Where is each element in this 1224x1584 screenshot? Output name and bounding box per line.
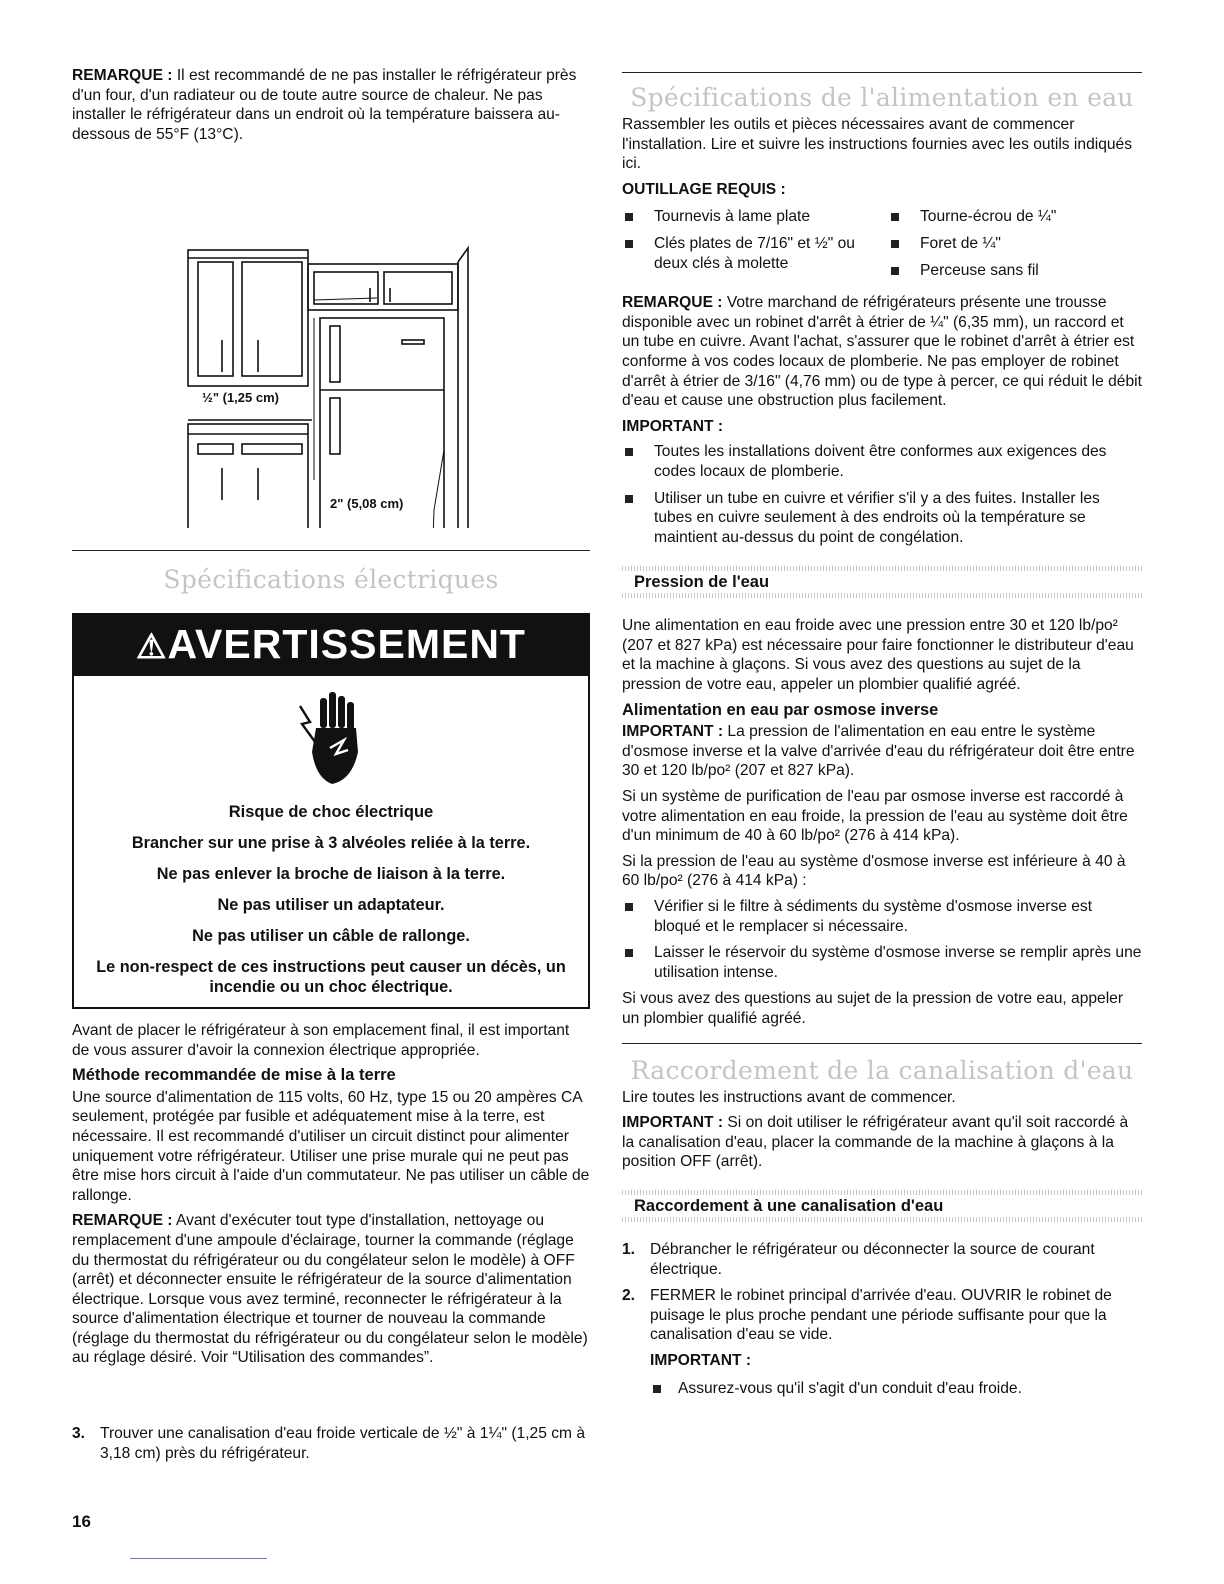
list-item: Tournevis à lame plate [622, 207, 876, 227]
subsection-pressure [622, 554, 1142, 608]
warning-header: ⚠AVERTISSEMENT [74, 615, 588, 676]
installation-figure [72, 150, 590, 528]
heading-connection-sub: Raccordement à une canalisation d'eau [634, 1196, 944, 1215]
warning-triangle-icon: ⚠ [136, 628, 168, 667]
section-rule [72, 550, 590, 551]
page-number: 16 [72, 1512, 91, 1531]
section-rule [622, 72, 1142, 73]
important-list [622, 442, 1142, 547]
paragraph-pressure: Une alimentation en eau froide avec une pression entre 30 et 120 lb/po² (207 et 827 kPa) est nécessaire pour faire fonctionner le distributeur d'eau et la machine à glaçons. Si vous avez des questions au sujet de la pression de votre eau, appeler un plombier qualifié agréé. [622, 617, 1134, 694]
list-item: Utiliser un tube en cuivre et vérifier s'il y a des fuites. Installer les tubes en cuivre seulement à des endroits où la température se maintient au-dessus du point de congélation. [622, 489, 1142, 548]
note-ro-important: IMPORTANT : La pression de l'alimentation en eau entre le système d'osmose inverse et la valve d'arrivée d'eau du réfrigérateur doit être entre 30 et 120 lb/po² (207 et 827 kPa). [622, 723, 1135, 780]
right-column [622, 66, 1142, 1405]
list-item: Vérifier si le filtre à sédiments du système d'osmose inverse est bloqué et le remplacer si nécessaire. [622, 897, 1142, 936]
list-item: 2. FERMER le robinet principal d'arrivée d'eau. OUVRIR le robinet de puisage le plus proche pendant une période suffisante pour que la canalisation d'eau se vide. IMPORTANT : Assurez-vous qu'il s'agit d'un conduit d'eau froide. [622, 1286, 1142, 1398]
left-column [72, 66, 590, 1470]
list-item: Assurez-vous qu'il s'agit d'un conduit d'eau froide. [650, 1379, 1142, 1399]
heading-step2-important: IMPORTANT : [650, 1351, 752, 1369]
paragraph-water-intro: Rassembler les outils et pièces nécessaires avant de commencer l'installation. Lire et suivre les instructions fournies avec les outils indiqués ici. [622, 116, 1133, 173]
list-item: 3. Trouver une canalisation d'eau froide verticale de ½" à 1¼" (1,25 cm à 3,18 cm) près du réfrigérateur. [72, 1425, 586, 1462]
refrigerator-cabinet-diagram [72, 150, 590, 528]
section-title-connection: Raccordement de la canalisation d'eau [630, 1055, 1134, 1085]
heading-grounding: Méthode recommandée de mise à la terre [72, 1066, 396, 1085]
footer-link-line [130, 1558, 267, 1559]
heading-tools: OUTILLAGE REQUIS : [622, 180, 786, 198]
note-safety: REMARQUE : Avant d'exécuter tout type d'installation, nettoyage ou remplacement d'une ampoule d'éclairage, tourner la commande (réglage du thermostat du réfrigérateur ou du congélateur selon le modèle) à OFF (arrêt) et déconnecter ensuite le réfrigérateur de la source d'alimentation électrique. Lorsque vous avez terminé, reconnecter le réfrigérateur à la source d'alimentation électrique et tourner de nouveau la commande (réglage du thermostat du réfrigérateur ou du congélateur selon le modèle) au réglage désiré. Voir “Utilisation des commandes”. [72, 1212, 588, 1367]
step-list-right [622, 1240, 1142, 1398]
heading-pressure: Pression de l'eau [634, 573, 770, 592]
list-item: Toutes les installations doivent être conformes aux exigences des codes locaux de plomberie. [622, 442, 1142, 481]
note-valve-kit: REMARQUE : Votre marchand de réfrigérateurs présente une trousse disponible avec un robinet d'arrêt à étrier de ¼" (6,35 mm), un raccord et un tube en cuivre. Avant l'achat, s'assurer que le robinet d'arrêt à étrier est conforme à vos codes locaux de plomberie. Ne pas employer de robinet d'arrêt à étrier de 3/16" (4,76 mm) ou de type à percer, ce qui réduit le débit d'eau et cause une obstruction plus facilement. [622, 294, 1142, 410]
heading-reverse-osmosis: Alimentation en eau par osmose inverse [622, 700, 939, 719]
paragraph-connection-intro: Lire toutes les instructions avant de commencer. [622, 1088, 956, 1106]
warning-box [72, 613, 590, 1009]
list-item: Perceuse sans fil [888, 261, 1142, 281]
list-item: Clés plates de 7/16" et ½" ou deux clés à molette [622, 234, 876, 273]
step-list-left [72, 1424, 590, 1463]
paragraph-ro-1: Si un système de purification de l'eau par osmose inverse est raccordé à votre alimentation en eau froide, la pression de l'eau au système doit être d'un minimum de 40 à 60 lb/po² (276 à 414 kPa). [622, 788, 1128, 845]
paragraph-grounding: Une source d'alimentation de 115 volts, 60 Hz, type 15 ou 20 ampères CA seulement, protégée par fusible et adéquatement mise à la terre, est nécessaire. Il est recommandé d'utiliser un circuit distinct pour alimenter uniquement votre réfrigérateur. Utiliser une prise murale qui ne peut pas être mise hors circuit à l'aide d'un commutateur. Ne pas utiliser un câble de rallonge. [72, 1088, 590, 1204]
section-rule [622, 1043, 1142, 1044]
paragraph-placement: Avant de placer le réfrigérateur à son emplacement final, il est important de vous assurer d'avoir la connexion électrique appropriée. [72, 1021, 570, 1059]
list-item: Foret de ¼" [888, 234, 1142, 254]
heading-important: IMPORTANT : [622, 417, 724, 435]
paragraph-ro-3: Si vous avez des questions au sujet de la pression de votre eau, appeler un plombier qualifié agréé. [622, 990, 1124, 1027]
electric-shock-hand-icon [74, 676, 588, 802]
clearance-label-bottom: 2" (5,08 cm) [330, 496, 404, 512]
list-item: Laisser le réservoir du système d'osmose inverse se remplir après une utilisation intense. [622, 943, 1142, 982]
paragraph-ro-2: Si la pression de l'eau au système d'osmose inverse est inférieure à 40 à 60 lb/po² (276 à 414 kPa) : [622, 852, 1126, 890]
ro-list [622, 897, 1142, 982]
note-intro: REMARQUE : Il est recommandé de ne pas installer le réfrigérateur près d'un four, d'un radiateur ou de toute autre source de chaleur. Ne pas installer le réfrigérateur dans un endroit où la température baissera au-dessous de 55°F (13°C). [72, 67, 577, 143]
list-item: Tourne-écrou de ¼" [888, 207, 1142, 227]
note-connection-important: IMPORTANT : Si on doit utiliser le réfrigérateur avant qu'il soit raccordé à la canalisation d'eau, placer la commande de la machine à glaçons à la position OFF (arrêt). [622, 1114, 1129, 1171]
clearance-label-top: ½" (1,25 cm) [202, 390, 279, 406]
section-title-water: Spécifications de l'alimentation en eau [630, 83, 1134, 112]
tools-list [622, 207, 1142, 293]
subsection-connection [622, 1178, 1142, 1232]
warning-text: Risque de choc électrique Brancher sur une prise à 3 alvéoles reliée à la terre. Ne pas enlever la broche de liaison à la terre. Ne pas utiliser un adaptateur. Ne pas utiliser un câble de rallonge. Le non-respect de ces instructions peut causer un décès, un incendie ou un choc électrique. [96, 802, 566, 996]
section-title-electrical: Spécifications électriques [163, 565, 499, 595]
list-item: 1. Débrancher le réfrigérateur ou déconnecter la source de courant électrique. [622, 1240, 1095, 1278]
